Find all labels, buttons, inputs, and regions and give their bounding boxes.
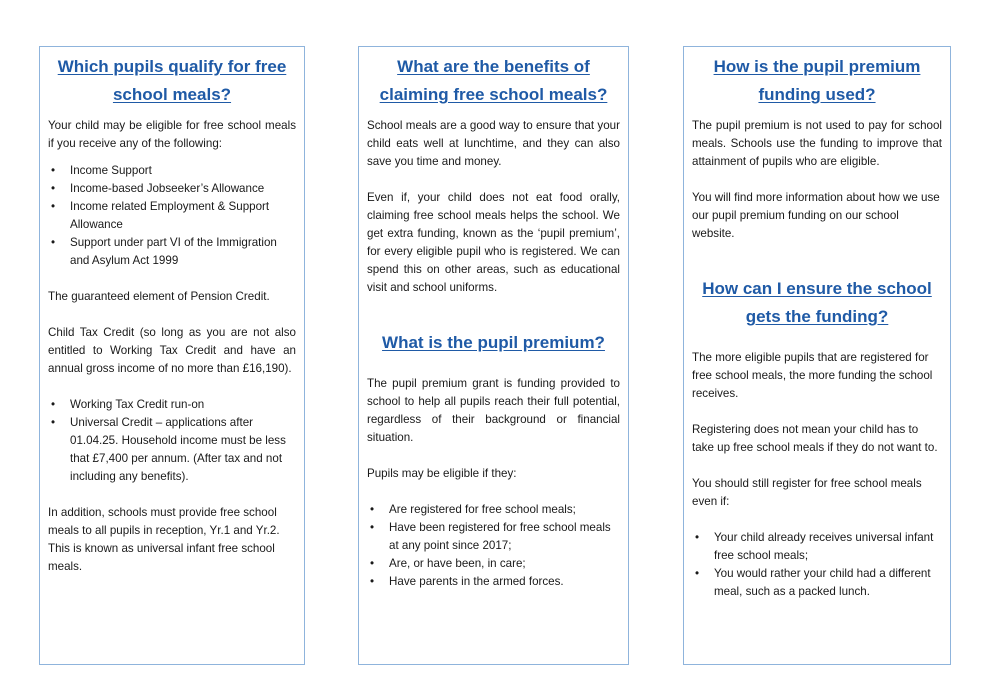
heading-which-pupils-qualify: Which pupils qualify for free school meals?: [57, 57, 287, 104]
list-item: • Have been registered for free school meals at any point since 2017;: [367, 519, 620, 555]
list-item: • Income Support: [48, 162, 296, 180]
list-item: • Your child already receives universal infant free school meals;: [692, 529, 942, 565]
column-benefits: [358, 46, 629, 665]
eligibility-lead: Pupils may be eligible if they:: [367, 467, 517, 480]
heading-benefits-of-claiming: What are the benefits of claiming free school meals?: [379, 57, 608, 104]
list-item: • Working Tax Credit run-on: [48, 396, 296, 414]
more-pupils-paragraph: The more eligible pupils that are registered for free school meals, the more funding the school receives.: [692, 351, 933, 400]
funding-use-paragraph: The pupil premium is not used to pay for school meals. Schools use the funding to improve that attainment of pupils who are eligible.: [692, 119, 942, 168]
list-item: • You would rather your child had a different meal, such as a packed lunch.: [692, 565, 942, 601]
eligibility-intro: Your child may be eligible for free school meals if you receive any of the following:: [48, 119, 296, 150]
pension-credit-text: The guaranteed element of Pension Credit.: [48, 290, 270, 303]
funding-paragraph: Even if, your child does not eat food orally, claiming free school meals helps the school. We get extra funding, known as the ‘pupil premium’, for every eligible pupil who is registered. We can spend this on other areas, such as educational visit and school uniforms.: [367, 191, 620, 294]
list-item: • Income-based Jobseeker’s Allowance: [48, 180, 296, 198]
tax-credit-list: [48, 396, 296, 486]
website-info-paragraph: You will find more information about how we use our pupil premium funding on our school website.: [692, 191, 940, 240]
heading-what-is-pupil-premium: What is the pupil premium?: [382, 333, 605, 352]
eligibility-list: [367, 501, 620, 591]
pupil-premium-definition: The pupil premium grant is funding provided to school to help all pupils reach their full potential, regardless of their background or financial situation.: [367, 377, 620, 444]
list-item: • Support under part VI of the Immigration and Asylum Act 1999: [48, 234, 296, 270]
register-reasons-list: [692, 529, 942, 601]
list-item: • Income related Employment & Support Allowance: [48, 198, 296, 234]
benefits-paragraph: School meals are a good way to ensure that your child eats well at lunchtime, and they can also save you time and money.: [367, 119, 620, 168]
universal-infant-text: In addition, schools must provide free school meals to all pupils in reception, Yr.1 and Yr.2. This is known as universal infant free school meals.: [48, 506, 280, 573]
benefits-list: [48, 162, 296, 270]
column-funding: [683, 46, 951, 665]
heading-ensure-funding: How can I ensure the school gets the funding?: [702, 279, 932, 326]
list-item: • Have parents in the armed forces.: [367, 573, 620, 591]
child-tax-credit-text: Child Tax Credit (so long as you are not also entitled to Working Tax Credit and have an annual gross income of no more than £16,190).: [48, 326, 296, 375]
column-free-school-meals-eligibility: [39, 46, 305, 665]
list-item: • Are registered for free school meals;: [367, 501, 620, 519]
registering-paragraph: Registering does not mean your child has to take up free school meals if they do not want to.: [692, 423, 938, 454]
list-item: • Universal Credit – applications after 01.04.25. Household income must be less that £7,400 per annum. (After tax and not including any benefits).: [48, 414, 296, 486]
still-register-paragraph: You should still register for free school meals even if:: [692, 477, 922, 508]
heading-how-funding-used: How is the pupil premium funding used?: [713, 57, 921, 104]
list-item: • Are, or have been, in care;: [367, 555, 620, 573]
